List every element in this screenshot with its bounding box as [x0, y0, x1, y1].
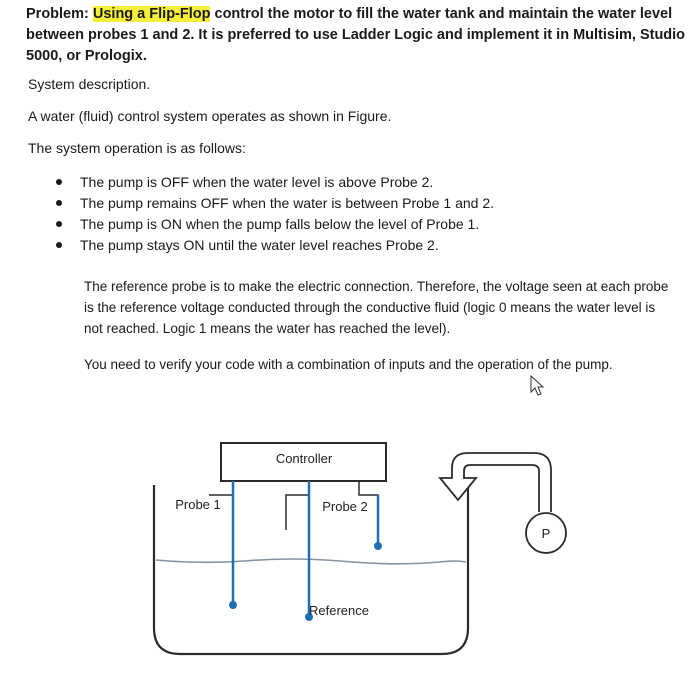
- reference-label: Reference: [309, 603, 369, 618]
- controller-label: Controller: [275, 451, 333, 466]
- return-pipe-arrow: [440, 453, 551, 512]
- problem-text: control the motor to fill the water tank and maintain the water level between probes 1 and 2. It is preferred to use Ladder Logic and implement it in Multisim, Studio 5000, or Prologix.: [26, 6, 686, 64]
- probe2-label: Probe 2: [322, 499, 368, 514]
- list-item: The pump remains OFF when the water is between Probe 1 and 2.: [52, 193, 494, 214]
- system-description-heading: System description.: [28, 76, 151, 92]
- probe2-tip: [374, 542, 382, 550]
- mouse-cursor-icon: [531, 376, 543, 395]
- problem-label: Problem:: [26, 6, 89, 22]
- list-item: The pump is OFF when the water level is above Probe 2.: [52, 172, 494, 193]
- reference-wire: [286, 481, 309, 530]
- probe1-label: Probe 1: [175, 497, 221, 512]
- list-item: The pump stays ON until the water level reaches Probe 2.: [52, 235, 494, 256]
- verify-paragraph: You need to verify your code with a combination of inputs and the operation of the pump.: [84, 357, 613, 372]
- highlighted-phrase: Using a Flip-Flop: [92, 6, 211, 22]
- list-item: The pump is ON when the pump falls below the level of Probe 1.: [52, 214, 494, 235]
- pump-label: P: [541, 526, 551, 541]
- intro-text: A water (fluid) control system operates as shown in Figure.: [28, 108, 392, 124]
- water-surface: [156, 559, 466, 564]
- probe1-wire: [209, 481, 233, 495]
- operation-heading: The system operation is as follows:: [28, 140, 246, 156]
- probe1-tip: [229, 601, 237, 609]
- reference-paragraph: The reference probe is to make the electric connection. Therefore, the voltage seen at each probe is the reference voltage conducted through the conductive fluid (logic 0 means the water level is not reached. Logic 1 means the water has reached the level).: [84, 279, 669, 336]
